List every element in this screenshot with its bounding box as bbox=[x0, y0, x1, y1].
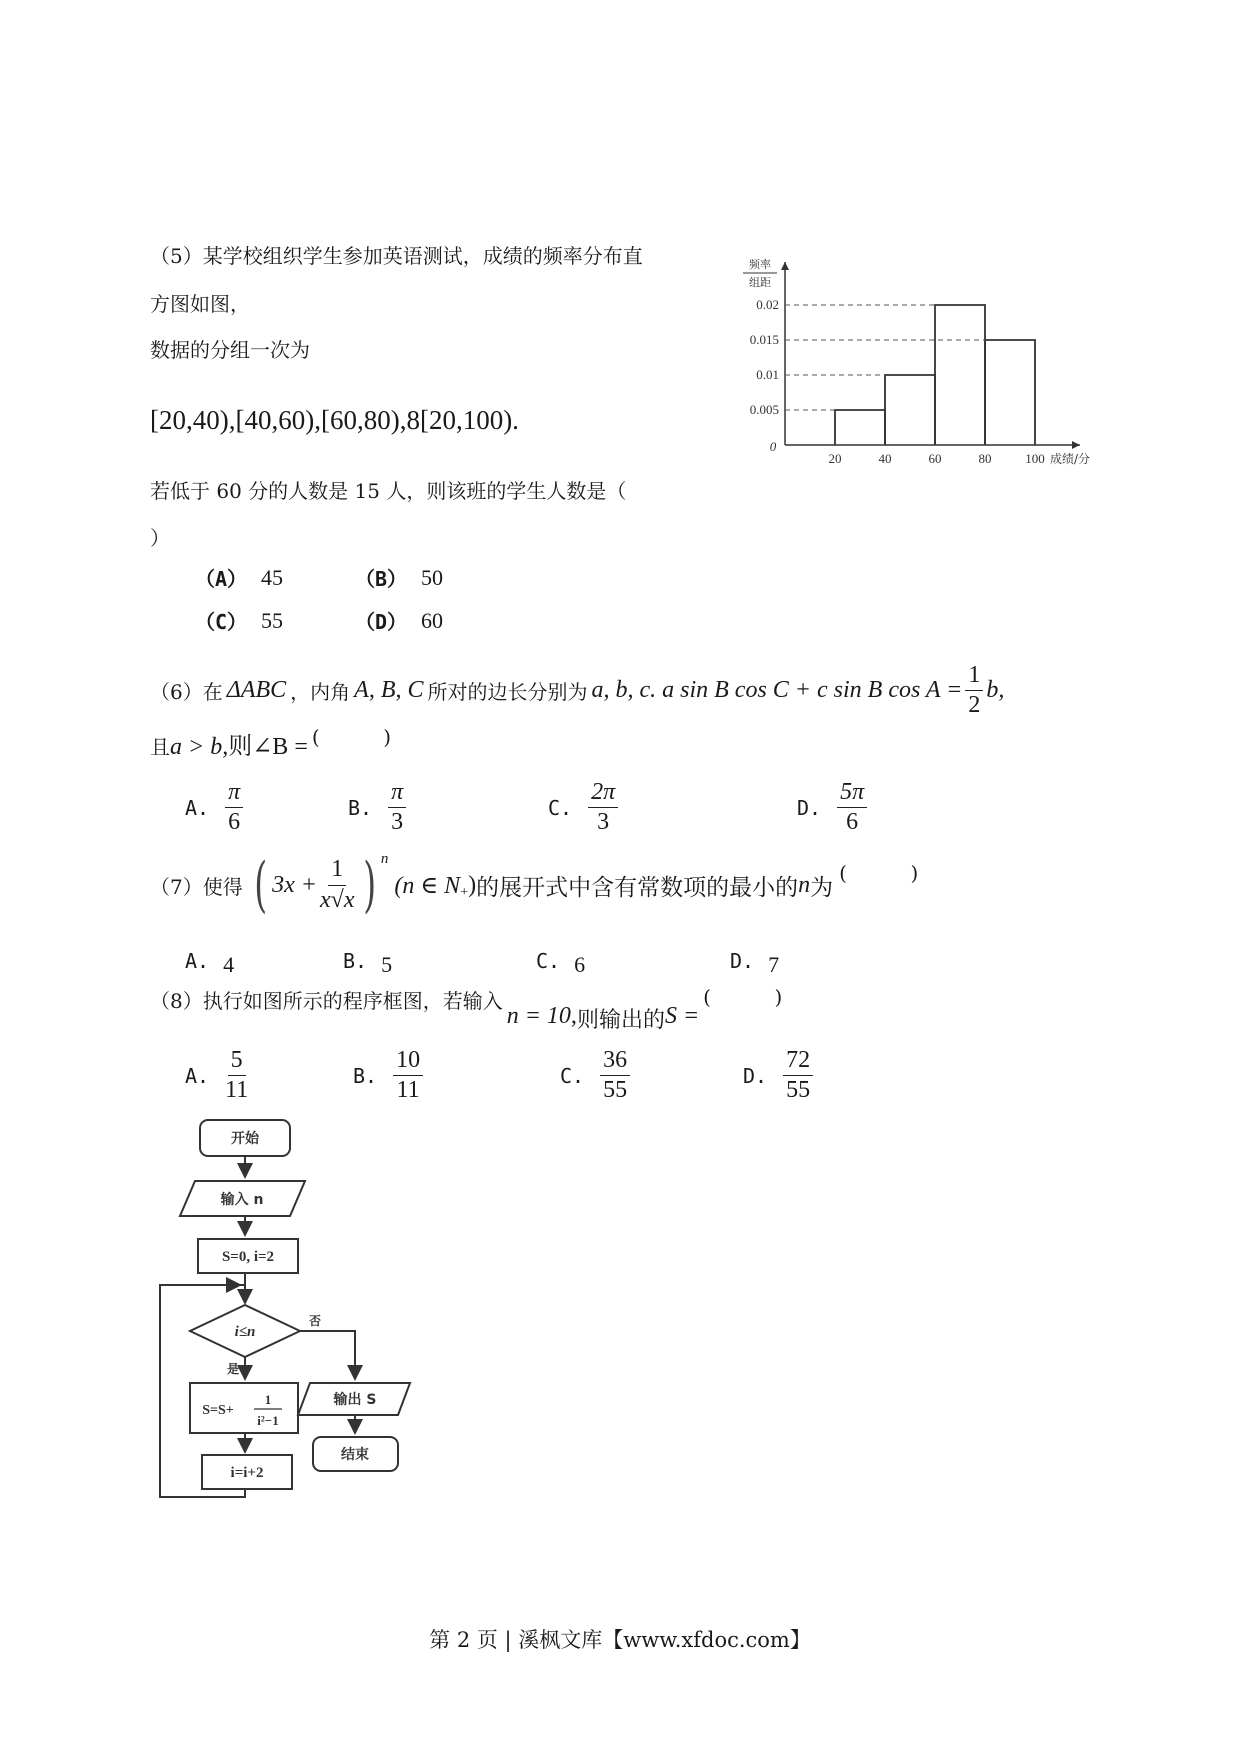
x-tick-label: 100 bbox=[1025, 451, 1045, 466]
flow-update-s-den: i²−1 bbox=[257, 1413, 279, 1428]
q5-line3: 数据的分组一次为 bbox=[150, 338, 310, 362]
x-tick-label: 80 bbox=[978, 451, 992, 466]
q8-option-c: C. $\frac{36}{55}$ bbox=[560, 1048, 633, 1103]
q5-groups: [20,40),[40,60),[60,80),8[20,100). bbox=[150, 405, 519, 435]
q8-option-b: B. $\frac{10}{11}$ bbox=[353, 1048, 426, 1103]
flow-update-i-label: i=i+2 bbox=[230, 1465, 264, 1481]
q7-option-d: D. 7 bbox=[730, 949, 780, 977]
flowchart bbox=[150, 1115, 440, 1500]
q6-line2: 且 a > b, 则∠B = ( ) bbox=[150, 725, 392, 760]
x-axis-arrow bbox=[1072, 441, 1080, 449]
flow-yes-label: 是 bbox=[226, 1362, 240, 1376]
x-tick-label: 40 bbox=[878, 451, 892, 466]
q7-line: （7）使得 ( 3x + $\frac{1}{x√x}$ ) n (n ∈ N + ) 的展开式中含有常数项的最小的 n 为 ( ) bbox=[150, 850, 919, 920]
q8-line: （8）执行如图所示的程序框图，若输入 n = 10, 则输出的 S = ( ) bbox=[150, 985, 783, 1033]
flow-update-s-text: S=S+ bbox=[202, 1403, 234, 1418]
q5-option-d: （D） 60 bbox=[355, 607, 444, 634]
q6-line1: （6）在 ΔABC ，内角 A, B, C 所对的边长分别为 a, b, c. a sin B cos C + c sin B cos A = $\frac{1}{2}$ b, bbox=[150, 662, 1005, 719]
q8-option-d: D. $\frac{72}{55}$ bbox=[743, 1048, 816, 1103]
bar-1 bbox=[885, 375, 935, 445]
y-tick-label: 0.02 bbox=[756, 297, 779, 312]
flow-input-label: 输入 n bbox=[220, 1192, 264, 1208]
q6-option-a: A. $\frac{\pi}{6}$ bbox=[185, 780, 246, 835]
x-tick-label: 0 bbox=[769, 439, 777, 454]
bar-2 bbox=[935, 305, 985, 445]
flow-init-label: S=0, i=2 bbox=[221, 1249, 275, 1265]
y-axis-arrow bbox=[781, 262, 789, 270]
q5-option-c: （C） 55 bbox=[195, 607, 284, 634]
q5-option-a: （A） 45 bbox=[195, 564, 284, 591]
q5-line2: 方图如图， bbox=[150, 292, 250, 316]
x-label: 成绩/分 bbox=[1049, 452, 1091, 466]
x-tick-label: 60 bbox=[928, 451, 942, 466]
q5-line5: 若低于 60 分的人数是 15 人，则该班的学生人数是（ bbox=[150, 479, 627, 503]
flow-decision-label: i≤n bbox=[234, 1324, 256, 1340]
q7-option-a: A. 4 bbox=[185, 949, 235, 977]
y-tick-label: 0.005 bbox=[749, 402, 779, 417]
q5-line6: ） bbox=[150, 526, 170, 550]
flow-end-label: 结束 bbox=[341, 1447, 369, 1463]
flow-no-label: 否 bbox=[308, 1314, 322, 1328]
q6-option-b: B. $\frac{\pi}{3}$ bbox=[348, 780, 409, 835]
q6-option-c: C. $\frac{2\pi}{3}$ bbox=[548, 780, 621, 835]
q6-option-d: D. $\frac{5\pi}{6}$ bbox=[797, 780, 870, 835]
y-tick-label: 0.015 bbox=[749, 332, 779, 347]
flow-start-label: 开始 bbox=[231, 1131, 259, 1147]
bar-3 bbox=[985, 340, 1035, 445]
q5-option-b: （B） 50 bbox=[355, 564, 444, 591]
q7-option-c: C. 6 bbox=[536, 949, 586, 977]
q8-option-a: A. $\frac{5}{11}$ bbox=[185, 1047, 249, 1104]
flow-output-label: 输出 S bbox=[333, 1392, 377, 1408]
histogram-chart bbox=[730, 250, 1100, 490]
flow-update-s-num: 1 bbox=[264, 1392, 272, 1407]
page-footer: 第 2 页 | 溪枫文库【www.xfdoc.com】 bbox=[429, 1628, 811, 1652]
y-tick-label: 0.01 bbox=[756, 367, 779, 382]
y-label-top: 频率 bbox=[749, 258, 771, 271]
q7-option-b: B. 5 bbox=[343, 949, 393, 977]
bar-0 bbox=[835, 410, 885, 445]
q5-line1: （5）某学校组织学生参加英语测试，成绩的频率分布直 bbox=[150, 244, 643, 268]
x-tick-label: 20 bbox=[828, 451, 842, 466]
y-label-bottom: 组距 bbox=[749, 276, 771, 289]
